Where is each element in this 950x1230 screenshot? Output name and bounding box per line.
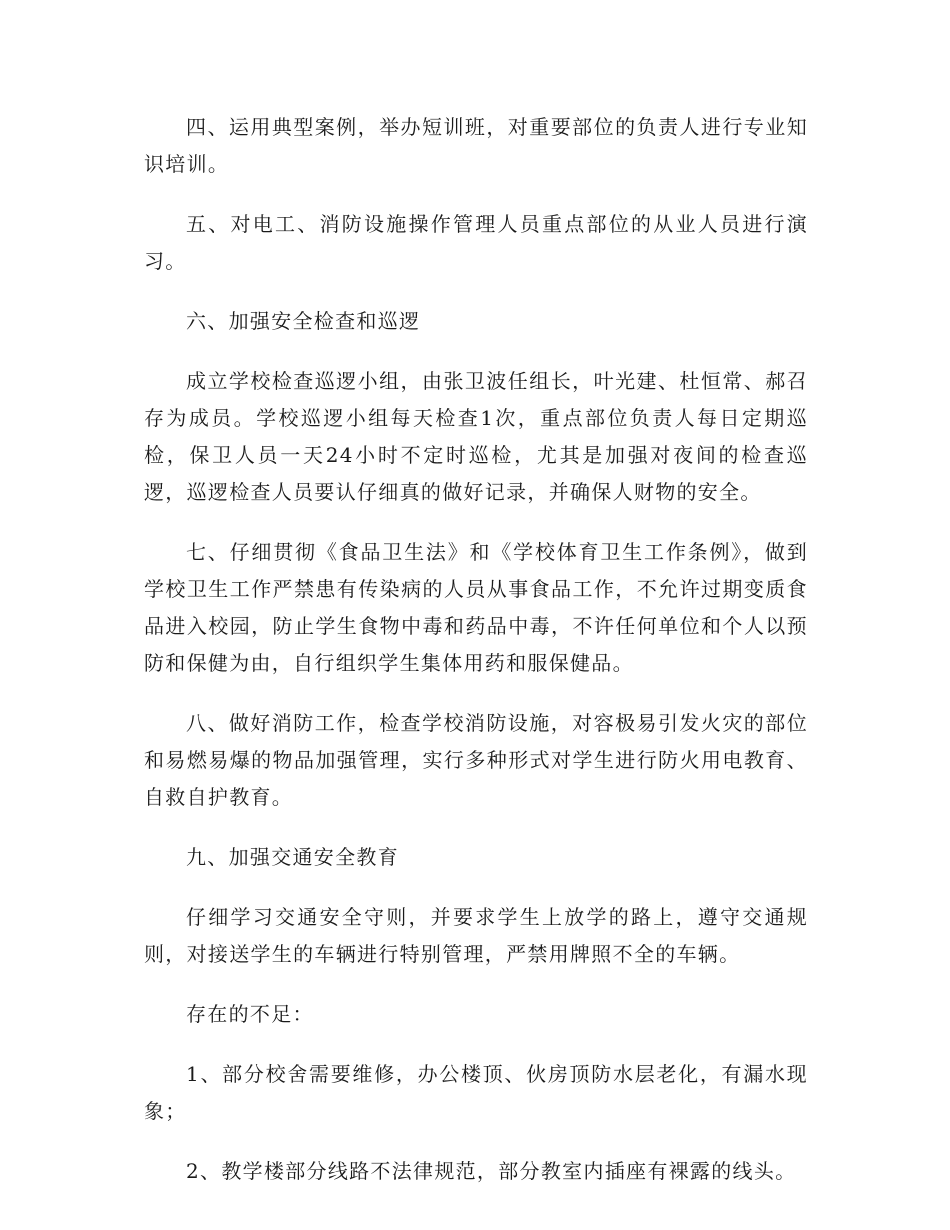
heading-safety-patrol: 六、加强安全检查和巡逻 — [186, 309, 421, 333]
paragraph-training: 四、运用典型案例，举办短训班，对重要部位的负责人进行专业知识培训。 — [144, 115, 808, 176]
paragraph-food-hygiene: 七、仔细贯彻《食品卫生法》和《学校体育卫生工作条例》，做到学校卫生工作严禁患有传染病的人员从事食品工作，不允许过期变质食品进入校园，防止学生食物中毒和药品中毒，不许任何单位和个人以预防和保健为由，自行组织学生集体用药和服保健品。 — [144, 540, 808, 675]
paragraph-drill: 五、对电工、消防设施操作管理人员重点部位的从业人员进行演习。 — [144, 212, 808, 273]
document-body — [144, 109, 808, 1213]
paragraph-fire-safety: 八、做好消防工作，检查学校消防设施，对容极易引发火灾的部位和易燃易爆的物品加强管理，实行多种形式对学生进行防火用电教育、自救自护教育。 — [144, 711, 808, 809]
paragraph-shortcoming-2: 2、教学楼部分线路不法律规范，部分教室内插座有裸露的线头。 — [186, 1159, 797, 1183]
paragraph-patrol-team: 成立学校检查巡逻小组，由张卫波任组长，叶光建、杜恒常、郝召存为成员。学校巡逻小组每天检查1次，重点部位负责人每日定期巡检，保卫人员一天24小时不定时巡检，尤其是加强对夜间的检查巡逻，巡逻检查人员要认仔细真的做好记录，并确保人财物的安全。 — [144, 369, 808, 504]
heading-traffic-safety: 九、加强交通安全教育 — [186, 845, 399, 869]
paragraph-traffic-rules: 仔细学习交通安全守则，并要求学生上放学的路上，遵守交通规则，对接送学生的车辆进行特别管理，严禁用牌照不全的车辆。 — [144, 905, 808, 966]
paragraph-shortcoming-1: 1、部分校舍需要维修，办公楼顶、伙房顶防水层老化，有漏水现象； — [144, 1062, 808, 1123]
heading-shortcomings: 存在的不足： — [186, 1002, 314, 1026]
